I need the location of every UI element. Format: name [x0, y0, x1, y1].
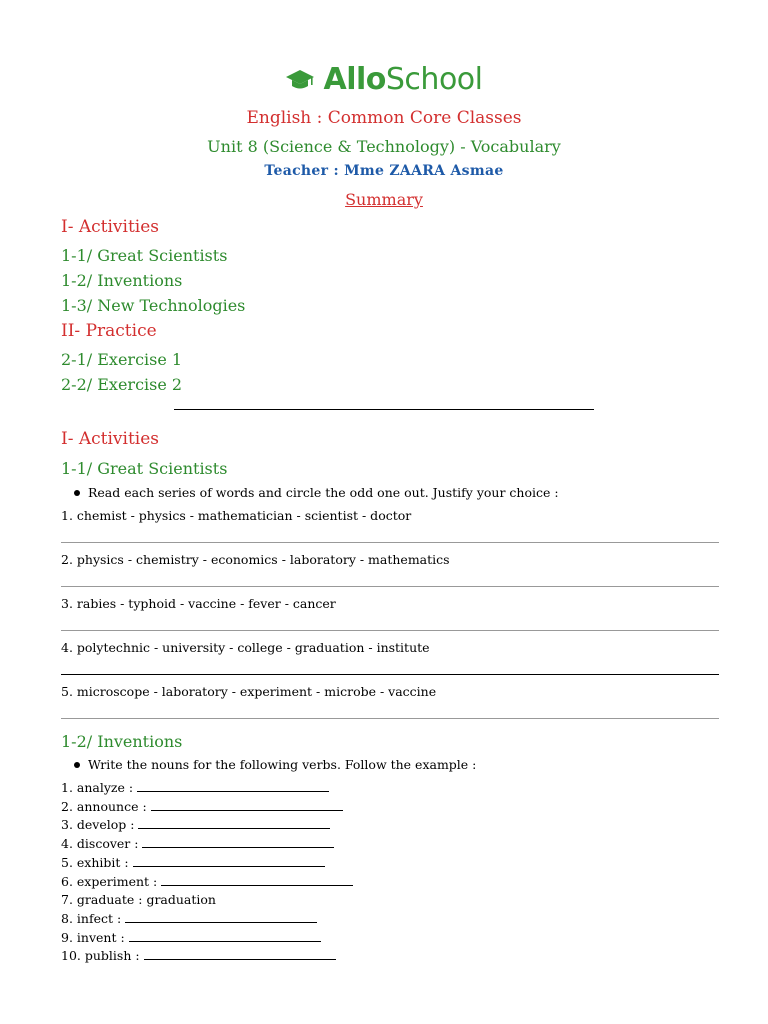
alloschool-logo[interactable] [0, 62, 768, 97]
instruction-nouns: Write the nouns for the following verbs. Follow the example : [74, 757, 476, 772]
summary-item-exercise-2[interactable]: 2-2/ Exercise 2 [61, 375, 183, 394]
noun-answer-blank[interactable] [151, 800, 343, 811]
inventions-heading: 1-2/ Inventions [61, 732, 183, 751]
bullet-icon [74, 762, 80, 768]
noun-answer-blank[interactable] [138, 818, 330, 829]
answer-line[interactable] [61, 542, 719, 543]
activities-heading: I- Activities [61, 429, 160, 449]
summary-heading: Summary [345, 190, 423, 209]
document-title: English : Common Core Classes [246, 108, 522, 128]
teacher-name: Teacher : Mme ZAARA Asmae [264, 163, 504, 179]
summary-item-inventions[interactable]: 1-2/ Inventions [61, 271, 183, 290]
answer-line[interactable] [61, 674, 719, 675]
odd-one-out-item: 3. rabies - typhoid - vaccine - fever - cancer [61, 596, 336, 611]
verb-noun-row: 6. experiment : [61, 873, 353, 892]
verb-noun-row: 5. exhibit : [61, 854, 353, 873]
noun-answer-blank[interactable] [161, 875, 353, 886]
odd-one-out-item: 4. polytechnic - university - college - graduation - institute [61, 640, 430, 655]
verb-noun-row: 9. invent : [61, 929, 353, 948]
verb-noun-row: 2. announce : [61, 798, 353, 817]
noun-answer-blank[interactable] [142, 837, 334, 848]
section-divider [174, 409, 594, 410]
odd-one-out-item: 2. physics - chemistry - economics - laboratory - mathematics [61, 552, 450, 567]
great-scientists-heading: 1-1/ Great Scientists [61, 459, 228, 478]
logo-text: AlloSchool [323, 62, 483, 97]
verb-noun-row: 1. analyze : [61, 779, 353, 798]
odd-one-out-item: 1. chemist - physics - mathematician - scientist - doctor [61, 508, 412, 523]
verb-noun-row: 7. graduate : graduation [61, 892, 216, 908]
noun-answer-blank[interactable] [144, 949, 336, 960]
answer-line[interactable] [61, 630, 719, 631]
odd-one-out-item: 5. microscope - laboratory - experiment - microbe - vaccine [61, 684, 437, 699]
verb-noun-row: 10. publish : [61, 947, 353, 966]
verb-noun-row: 3. develop : [61, 816, 353, 835]
verb-noun-row: 4. discover : [61, 835, 353, 854]
summary-section-activities[interactable]: I- Activities [61, 217, 160, 237]
summary-section-practice[interactable]: II- Practice [61, 321, 157, 341]
bullet-icon [74, 490, 80, 496]
noun-answer-blank[interactable] [137, 781, 329, 792]
answer-line[interactable] [61, 718, 719, 719]
verb-noun-list [61, 779, 353, 966]
example-answer: graduation [146, 892, 216, 908]
noun-answer-blank[interactable] [133, 856, 325, 867]
document-subtitle: Unit 8 (Science & Technology) - Vocabulary [207, 137, 561, 156]
summary-item-new-technologies[interactable]: 1-3/ New Technologies [61, 296, 246, 315]
summary-item-great-scientists[interactable]: 1-1/ Great Scientists [61, 246, 228, 265]
verb-noun-row: 8. infect : [61, 910, 353, 929]
summary-item-exercise-1[interactable]: 2-1/ Exercise 1 [61, 350, 183, 369]
noun-answer-blank[interactable] [125, 912, 317, 923]
answer-line[interactable] [61, 586, 719, 587]
noun-answer-blank[interactable] [129, 931, 321, 942]
instruction-odd-one-out: Read each series of words and circle the odd one out. Justify your choice : [74, 485, 559, 500]
graduation-cap-icon [285, 68, 315, 92]
